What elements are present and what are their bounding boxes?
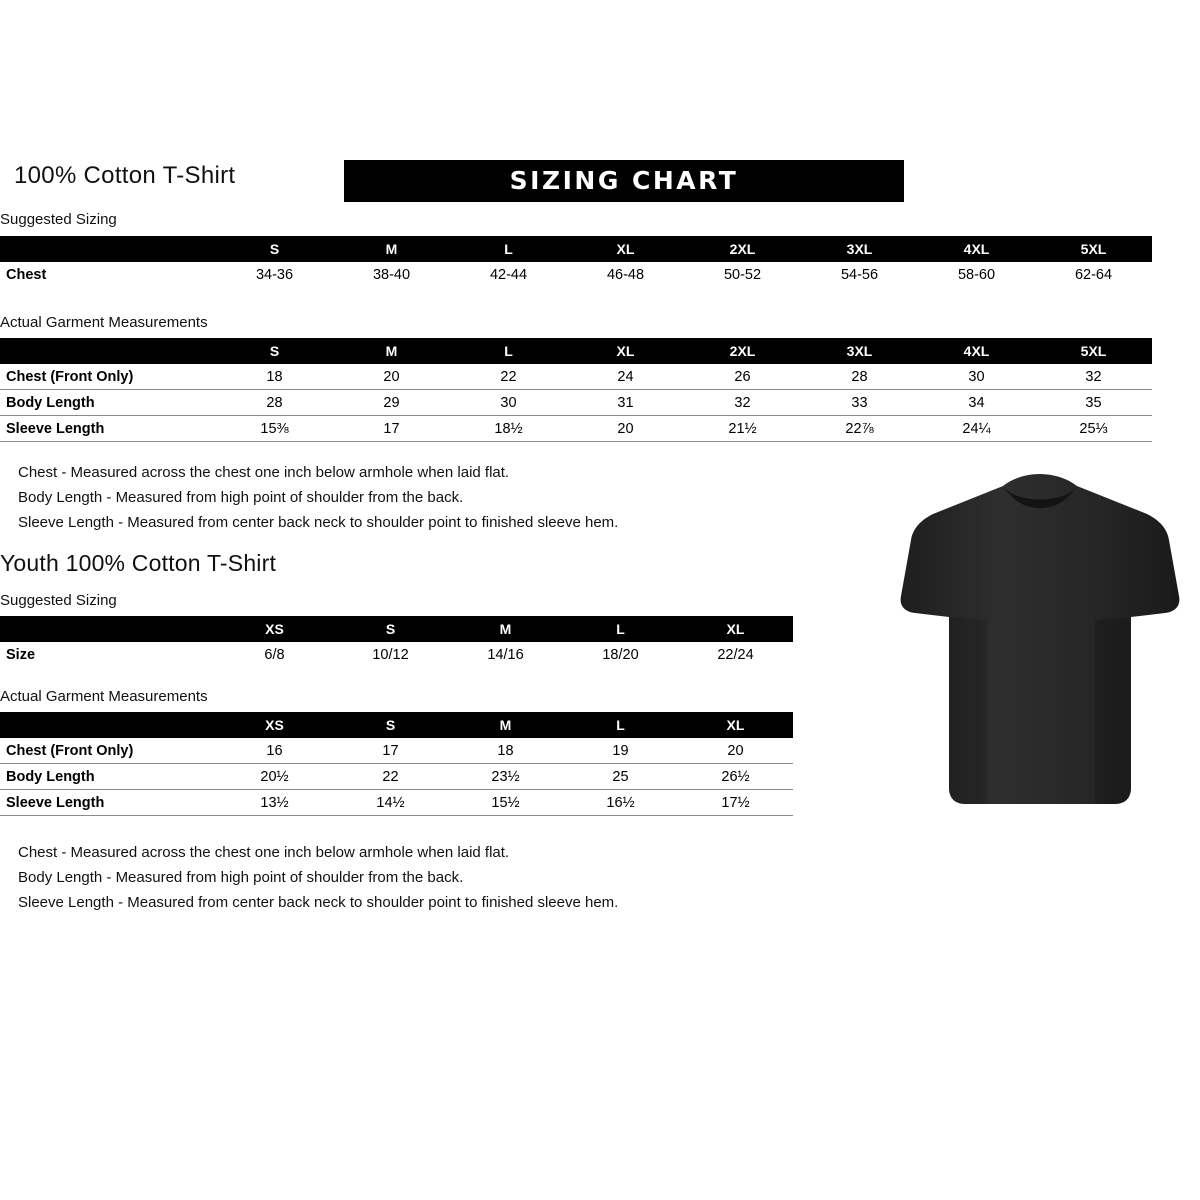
- adult-suggested-sizing-table: [0, 236, 1152, 287]
- adult-garment-measurements-table: [0, 338, 1152, 442]
- sizing-chart-banner-label: SIZING CHART: [509, 166, 739, 195]
- col-head-5xl: 5XL: [1035, 236, 1152, 262]
- row-label-size: Size: [6, 646, 36, 663]
- table-row: [0, 416, 1152, 442]
- youth-note-sleeve-length: Sleeve Length - Measured from center back neck to shoulder point to finished sleeve hem.: [18, 894, 619, 911]
- col-head-xl: XL: [567, 338, 684, 364]
- adult-note-sleeve-length: Sleeve Length - Measured from center back neck to shoulder point to finished sleeve hem.: [18, 514, 619, 531]
- cell: 22/24: [717, 646, 754, 663]
- youth-garment-label: Actual Garment Measurements: [0, 688, 208, 705]
- youth-suggested-label: Suggested Sizing: [0, 592, 117, 609]
- col-head-xl: XL: [678, 616, 793, 642]
- cell: 50-52: [723, 266, 762, 283]
- row-label-body-length: Body Length: [6, 768, 95, 785]
- cell: 28: [266, 394, 283, 411]
- col-head-s: S: [216, 236, 333, 262]
- col-head-2xl: 2XL: [684, 338, 801, 364]
- cell: 30: [968, 368, 985, 385]
- cell: 46-48: [606, 266, 645, 283]
- col-head-3xl: 3XL: [801, 338, 918, 364]
- cell: 17: [382, 742, 399, 759]
- cell: 20: [383, 368, 400, 385]
- cell: 14½: [376, 794, 405, 811]
- cell: 29: [383, 394, 400, 411]
- adult-notes: [18, 460, 618, 535]
- cell: 30: [500, 394, 517, 411]
- table-row: [0, 642, 793, 667]
- cell: 18½: [494, 420, 523, 437]
- cell: 25⅓: [1079, 420, 1108, 437]
- youth-garment-measurements-table: [0, 712, 793, 816]
- table-header-row: [0, 338, 1152, 364]
- cell: 15½: [491, 794, 520, 811]
- cell: 32: [734, 394, 751, 411]
- cell: 20: [617, 420, 634, 437]
- cell: 13½: [260, 794, 289, 811]
- table-row: [0, 364, 1152, 390]
- cell: 24¼: [962, 420, 991, 437]
- row-label-chest-front-only: Chest (Front Only): [6, 742, 134, 759]
- row-label-sleeve-length: Sleeve Length: [6, 420, 105, 437]
- cell: 10/12: [372, 646, 409, 663]
- cell: 33: [851, 394, 868, 411]
- cell: 17½: [721, 794, 750, 811]
- col-head-5xl: 5XL: [1035, 338, 1152, 364]
- header: [14, 160, 904, 202]
- youth-note-body-length: Body Length - Measured from high point of shoulder from the back.: [18, 869, 464, 886]
- cell: 54-56: [840, 266, 879, 283]
- col-head-m: M: [333, 338, 450, 364]
- youth-section-title: Youth 100% Cotton T-Shirt: [0, 550, 277, 576]
- cell: 16½: [606, 794, 635, 811]
- adult-note-body-length: Body Length - Measured from high point of shoulder from the back.: [18, 489, 464, 506]
- table-header-row: [0, 616, 793, 642]
- col-head-xl: XL: [678, 712, 793, 738]
- col-head-4xl: 4XL: [918, 236, 1035, 262]
- col-head-s: S: [333, 712, 448, 738]
- youth-notes: [18, 840, 618, 915]
- cell: 20: [727, 742, 744, 759]
- col-head-l: L: [450, 236, 567, 262]
- col-head-4xl: 4XL: [918, 338, 1035, 364]
- cell: 15⅜: [260, 420, 289, 437]
- cell: 31: [617, 394, 634, 411]
- col-head-blank: [0, 338, 216, 364]
- table-row: [0, 764, 793, 790]
- col-head-xs: XS: [216, 616, 333, 642]
- cell: 32: [1085, 368, 1102, 385]
- cell: 14/16: [487, 646, 524, 663]
- youth-suggested-sizing-table: [0, 616, 793, 667]
- table-header-row: [0, 236, 1152, 262]
- adult-garment-label: Actual Garment Measurements: [0, 314, 208, 331]
- col-head-m: M: [333, 236, 450, 262]
- youth-note-chest: Chest - Measured across the chest one inch below armhole when laid flat.: [18, 844, 510, 861]
- col-head-l: L: [563, 616, 678, 642]
- cell: 23½: [491, 768, 520, 785]
- table-row: [0, 738, 793, 764]
- cell: 28: [851, 368, 868, 385]
- cell: 18: [266, 368, 283, 385]
- col-head-l: L: [450, 338, 567, 364]
- cell: 26½: [721, 768, 750, 785]
- cell: 35: [1085, 394, 1102, 411]
- table-header-row: [0, 712, 793, 738]
- cell: 21½: [728, 420, 757, 437]
- cell: 18: [497, 742, 514, 759]
- row-label-sleeve-length: Sleeve Length: [6, 794, 105, 811]
- cell: 22: [500, 368, 517, 385]
- cell: 20½: [260, 768, 289, 785]
- adult-suggested-label: Suggested Sizing: [0, 211, 117, 228]
- col-head-m: M: [448, 616, 563, 642]
- cell: 25: [612, 768, 629, 785]
- row-label-body-length: Body Length: [6, 394, 95, 411]
- cell: 38-40: [372, 266, 411, 283]
- col-head-blank: [0, 712, 216, 738]
- col-head-blank: [0, 236, 216, 262]
- row-label-chest: Chest: [6, 266, 47, 283]
- cell: 42-44: [489, 266, 528, 283]
- col-head-xs: XS: [216, 712, 333, 738]
- cell: 24: [617, 368, 634, 385]
- col-head-xl: XL: [567, 236, 684, 262]
- row-label-chest-front-only: Chest (Front Only): [6, 368, 134, 385]
- cell: 26: [734, 368, 751, 385]
- cell: 17: [383, 420, 400, 437]
- sizing-chart-banner: [344, 160, 904, 202]
- cell: 18/20: [602, 646, 639, 663]
- col-head-3xl: 3XL: [801, 236, 918, 262]
- col-head-blank: [0, 616, 216, 642]
- cell: 6/8: [264, 646, 285, 663]
- table-row: [0, 390, 1152, 416]
- cell: 34: [968, 394, 985, 411]
- cell: 22⅞: [845, 420, 874, 437]
- col-head-s: S: [333, 616, 448, 642]
- cell: 19: [612, 742, 629, 759]
- cell: 16: [266, 742, 283, 759]
- col-head-m: M: [448, 712, 563, 738]
- cell: 58-60: [957, 266, 996, 283]
- col-head-2xl: 2XL: [684, 236, 801, 262]
- cell: 34-36: [255, 266, 294, 283]
- cell: 62-64: [1074, 266, 1113, 283]
- table-row: [0, 790, 793, 816]
- adult-note-chest: Chest - Measured across the chest one inch below armhole when laid flat.: [18, 464, 510, 481]
- cell: 22: [382, 768, 399, 785]
- page-title: 100% Cotton T-Shirt: [14, 162, 236, 189]
- col-head-s: S: [216, 338, 333, 364]
- t-shirt-illustration: [895, 470, 1185, 820]
- table-row: [0, 262, 1152, 287]
- col-head-l: L: [563, 712, 678, 738]
